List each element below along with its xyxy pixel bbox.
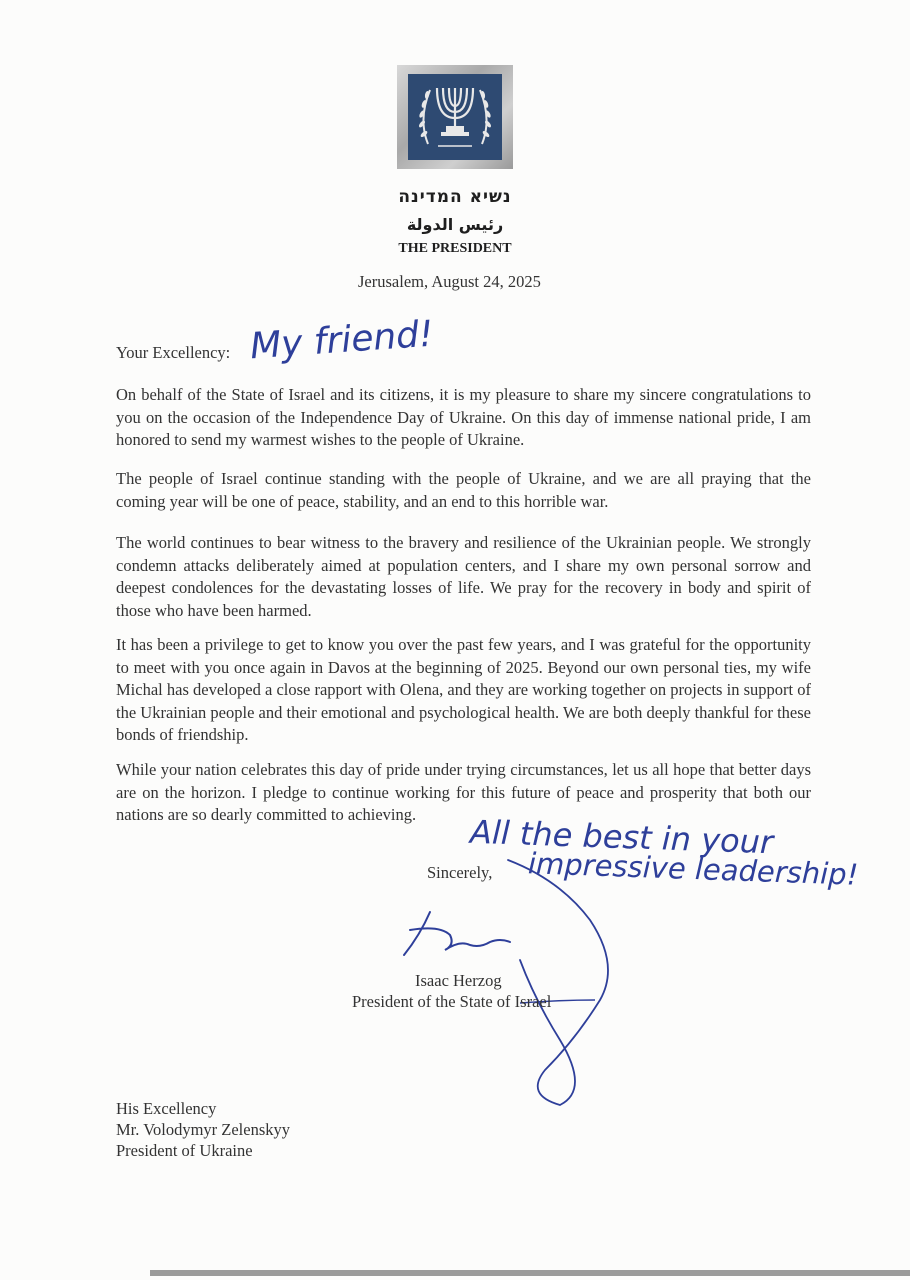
letterhead-hebrew-title: נשיא המדינה [398, 187, 512, 207]
letterhead-arabic-title: رئيس الدولة [406, 215, 504, 234]
menorah-emblem-icon [408, 74, 502, 160]
addressee-line-3: President of Ukraine [116, 1141, 253, 1160]
addressee-block [116, 1098, 290, 1161]
handwritten-note-line-2: impressive leadership! [527, 846, 859, 892]
signer-title: President of the State of Israel [352, 992, 552, 1011]
signer-name: Isaac Herzog [415, 971, 502, 990]
letterhead-english-title: THE PRESIDENT [398, 241, 512, 256]
handwritten-note-line-1: All the best in your [469, 812, 774, 862]
state-emblem-icon [397, 65, 513, 169]
body-paragraph-1: On behalf of the State of Israel and its citizens, it is my pleasure to share my sincere congratulations to you on the occasion of the Independence Day of Ukraine. On this day of immense national pride, I am honored to send my warmest wishes to the people of Ukraine. [116, 385, 811, 449]
addressee-line-1: His Excellency [116, 1099, 217, 1118]
salutation: Your Excellency: [116, 343, 231, 362]
handwritten-greeting: My friend! [248, 313, 435, 368]
date-line: Jerusalem, August 24, 2025 [358, 272, 541, 291]
body-paragraph-3: The world continues to bear witness to the bravery and resilience of the Ukrainian people. We strongly condemn attacks deliberately aimed at population centers, and I share my own personal sorrow and deepest condolences for the devastating losses of life. We pray for the recovery in body and spirit of those who have been harmed. [116, 533, 811, 620]
body-paragraph-2: The people of Israel continue standing with the people of Ukraine, and we are all praying that the coming year will be one of peace, stability, and an end to this horrible war. [116, 469, 811, 511]
closing: Sincerely, [427, 863, 493, 882]
addressee-line-2: Mr. Volodymyr Zelenskyy [116, 1120, 291, 1139]
body-paragraph-4: It has been a privilege to get to know you over the past few years, and I was grateful for the opportunity to meet with you once again in Davos at the beginning of 2025. Beyond our own personal ties, my wife Michal has developed a close rapport with Olena, and they are working together on projects in support of the Ukrainian people and their emotional and psychological health. We are both deeply thankful for these bonds of friendship. [116, 635, 811, 744]
page-bottom-edge [150, 1270, 910, 1276]
body-paragraph-5: While your nation celebrates this day of pride under trying circumstances, let us all hope that better days are on the horizon. I pledge to continue working for this future of peace and prosperity that both our nations are so dearly committed to achieving. [116, 760, 811, 824]
